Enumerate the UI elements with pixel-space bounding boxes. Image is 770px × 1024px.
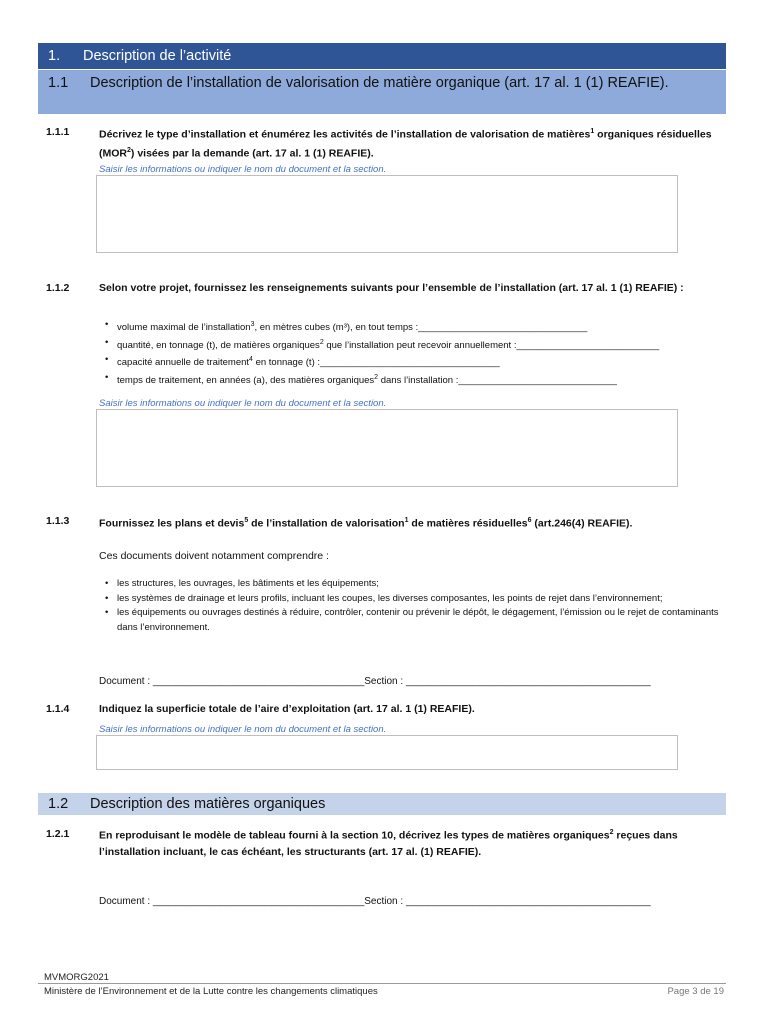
section-1-1-title: Description de l’installation de valorisation de matière organique (art. 17 al. 1 (1) REAFIE). xyxy=(90,75,669,91)
footer-ministry: Ministère de l’Environnement et de la Lutte contre les changements climatiques xyxy=(44,986,378,997)
section-1-number: 1. xyxy=(48,48,61,64)
question-1-1-3-text: Fournissez les plans et devis$^5$ de l’installation de valorisation$^1$ de matières résiduelles$^6$ (art.246(4) REAFIE). xyxy=(99,517,633,530)
question-1-1-1-hint: Saisir les informations ou indiquer le nom du document et la section. xyxy=(99,164,387,175)
list-item: • quantité, en tonnage (t), de matières organiques$^2$ que l’installation peut recevoir annuellement :___________________________ xyxy=(117,336,742,354)
question-1-2-1-document-line[interactable]: Document : ______________________________________Section : ____________________________________________ xyxy=(99,896,651,907)
question-1-1-3-document-line[interactable]: Document : ______________________________________Section : ____________________________________________ xyxy=(99,676,651,687)
question-1-1-2-hint: Saisir les informations ou indiquer le nom du document et la section. xyxy=(99,398,387,409)
question-1-1-1-number: 1.1.1 xyxy=(46,126,70,138)
section-1-1-number: 1.1 xyxy=(48,75,69,91)
question-1-1-2-text: Selon votre projet, fournissez les renseignements suivants pour l’ensemble de l’installation (art. 17 al. 1 (1) REAFIE) : xyxy=(99,282,684,294)
section-1-header xyxy=(38,43,726,69)
section-1-2-number: 1.2 xyxy=(48,796,69,812)
question-1-1-3-list xyxy=(99,577,727,635)
list-item: • temps de traitement, en années (a), des matières organiques$^2$ dans l’installation :______________________________ xyxy=(117,371,742,389)
section-1-1-header xyxy=(38,70,726,114)
question-1-1-4-hint: Saisir les informations ou indiquer le nom du document et la section. xyxy=(99,724,387,735)
section-1-2-header xyxy=(38,793,726,815)
question-1-1-1-answer-field[interactable] xyxy=(96,175,678,253)
form-code: MVMORG2021 xyxy=(44,972,109,983)
question-1-2-1-number: 1.2.1 xyxy=(46,828,70,840)
question-1-1-2-list xyxy=(99,318,742,389)
footer-divider xyxy=(38,983,726,984)
question-1-1-3-intro: Ces documents doivent notamment comprendre : xyxy=(99,550,329,562)
question-1-2-1-text: En reproduisant le modèle de tableau fourni à la section 10, décrivez les types de matières organiques$^2$ reçues dans l’installation incluant, le cas échéant, les structurants (art. 17 al. (1) REAFIE). xyxy=(99,829,678,858)
question-1-1-4-number: 1.1.4 xyxy=(46,703,70,715)
list-item: • volume maximal de l’installation$^3$, en mètres cubes (m³), en tout temps :________________________________ xyxy=(117,318,742,336)
question-1-1-3-number: 1.1.3 xyxy=(46,515,70,527)
question-1-1-2-number: 1.1.2 xyxy=(46,282,70,294)
question-1-1-1-text: Décrivez le type d’installation et énumérez les activités de l’installation de valorisation de matières$^1$ organiques résiduelles (MOR$^2$) visées par la demande (art. 17 al. 1 (1) REAFIE). xyxy=(99,128,712,159)
list-item: • les structures, les ouvrages, les bâtiments et les équipements; xyxy=(117,577,727,592)
question-1-1-4-text: Indiquez la superficie totale de l’aire d’exploitation (art. 17 al. 1 (1) REAFIE). xyxy=(99,703,475,715)
list-item: • les systèmes de drainage et leurs profils, incluant les coupes, les diverses composantes, les points de rejet dans l’environnement; xyxy=(117,592,727,607)
page-number: Page 3 de 19 xyxy=(667,986,724,997)
question-1-1-2-answer-field[interactable] xyxy=(96,409,678,487)
section-1-2-title: Description des matières organiques xyxy=(90,796,326,812)
list-item: • les équipements ou ouvrages destinés à réduire, contrôler, contenir ou prévenir le dépôt, le dégagement, l’émission ou le rejet de contaminants dans l’environnement. xyxy=(117,606,727,635)
section-1-title: Description de l’activité xyxy=(83,48,232,64)
list-item: • capacité annuelle de traitement$^4$ en tonnage (t) :__________________________________ xyxy=(117,353,742,371)
question-1-1-4-answer-field[interactable] xyxy=(96,735,678,770)
